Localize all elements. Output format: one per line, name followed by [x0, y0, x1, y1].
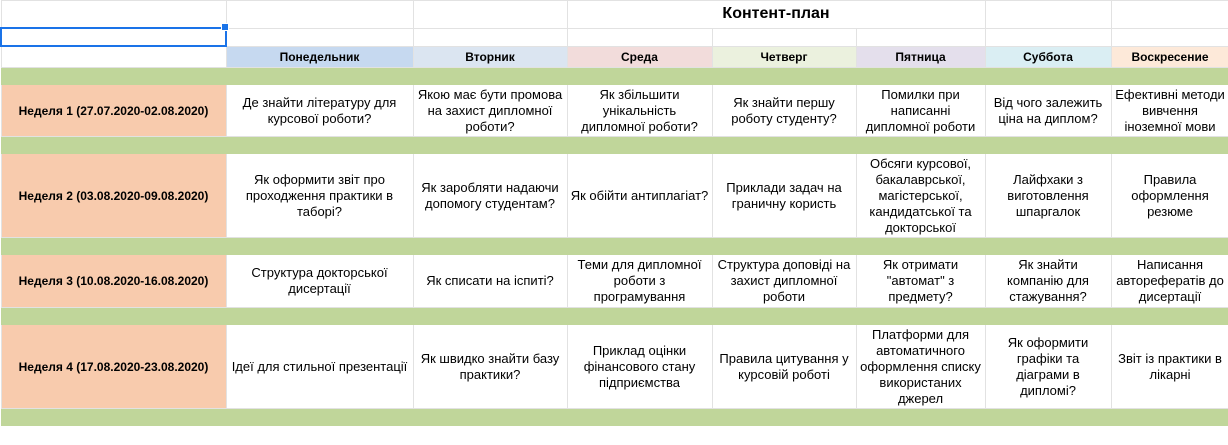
separator-cell[interactable] — [1, 238, 1228, 255]
cell[interactable] — [413, 28, 567, 46]
separator-row — [1, 68, 1228, 85]
cell[interactable] — [226, 1, 413, 29]
day-header[interactable]: Среда — [567, 46, 712, 68]
topic-cell[interactable]: Структура доповіді на захист дипломної роботи — [712, 255, 856, 308]
cell[interactable] — [856, 28, 985, 46]
week-row — [1, 85, 1228, 137]
separator-cell[interactable] — [1, 137, 1228, 154]
topic-cell[interactable]: Приклад оцінки фінансового стану підприємства — [567, 325, 712, 409]
topic-cell[interactable]: Як оформити графіки та діаграми в дипломі? — [985, 325, 1111, 409]
days-header-row — [1, 46, 1228, 68]
topic-cell[interactable]: Помилки при написанні дипломної роботи — [856, 85, 985, 137]
topic-cell[interactable]: Як обійти антиплагіат? — [567, 154, 712, 238]
topic-cell[interactable]: Обсяги курсової, бакалаврської, магістерської, кандидатської та докторської — [856, 154, 985, 238]
cell[interactable] — [712, 28, 856, 46]
topic-cell[interactable]: Від чого залежить ціна на диплом? — [985, 85, 1111, 137]
cell[interactable] — [1111, 1, 1228, 29]
cell[interactable] — [985, 1, 1111, 29]
topic-cell[interactable]: Як списати на іспиті? — [413, 255, 567, 308]
topic-cell[interactable]: Якою має бути промова на захист дипломної роботи? — [413, 85, 567, 137]
topic-cell[interactable]: Ідеї для стильної презентації — [226, 325, 413, 409]
week-label[interactable]: Неделя 4 (17.08.2020-23.08.2020) — [1, 325, 226, 409]
week-row — [1, 325, 1228, 409]
topic-cell[interactable]: Де знайти літературу для курсової роботи? — [226, 85, 413, 137]
topic-cell[interactable]: Структура докторської дисертації — [226, 255, 413, 308]
separator-cell[interactable] — [1, 68, 1228, 85]
topic-cell[interactable]: Ефективні методи вивчення іноземної мови — [1111, 85, 1228, 137]
cell[interactable] — [413, 1, 567, 29]
topic-cell[interactable]: Лайфхаки з виготовлення шпаргалок — [985, 154, 1111, 238]
separator-row — [1, 409, 1228, 426]
separator-row — [1, 238, 1228, 255]
separator-cell[interactable] — [1, 308, 1228, 325]
week-row — [1, 154, 1228, 238]
day-header[interactable]: Суббота — [985, 46, 1111, 68]
week-label[interactable]: Неделя 1 (27.07.2020-02.08.2020) — [1, 85, 226, 137]
sheet-title[interactable]: Контент-план — [567, 1, 985, 29]
topic-cell[interactable]: Як швидко знайти базу практики? — [413, 325, 567, 409]
topic-cell[interactable]: Як знайти компанію для стажування? — [985, 255, 1111, 308]
topic-cell[interactable]: Приклади задач на граничну користь — [712, 154, 856, 238]
topic-cell[interactable]: Написання авторефератів до дисертації — [1111, 255, 1228, 308]
cell[interactable] — [1111, 28, 1228, 46]
topic-cell[interactable]: Як оформити звіт про проходження практики в таборі? — [226, 154, 413, 238]
cell[interactable] — [985, 28, 1111, 46]
blank-row — [1, 28, 1228, 46]
cell[interactable] — [1, 426, 1228, 445]
day-header[interactable]: Понедельник — [226, 46, 413, 68]
cell[interactable] — [226, 28, 413, 46]
topic-cell[interactable]: Правила цитування у курсовій роботі — [712, 325, 856, 409]
topic-cell[interactable]: Правила оформлення резюме — [1111, 154, 1228, 238]
topic-cell[interactable]: Платформи для автоматичного оформлення списку використаних джерел — [856, 325, 985, 409]
separator-cell[interactable] — [1, 409, 1228, 426]
day-header[interactable]: Вторник — [413, 46, 567, 68]
topic-cell[interactable]: Як знайти першу роботу студенту? — [712, 85, 856, 137]
week-label[interactable]: Неделя 2 (03.08.2020-09.08.2020) — [1, 154, 226, 238]
topic-cell[interactable]: Як збільшити унікальність дипломної роботи? — [567, 85, 712, 137]
day-header[interactable]: Пятница — [856, 46, 985, 68]
selection-fill-handle[interactable] — [221, 23, 229, 31]
day-header[interactable]: Четверг — [712, 46, 856, 68]
cell[interactable] — [1, 1, 226, 29]
cell[interactable] — [1, 46, 226, 68]
week-label[interactable]: Неделя 3 (10.08.2020-16.08.2020) — [1, 255, 226, 308]
week-row — [1, 255, 1228, 308]
topic-cell[interactable]: Як отримати "автомат" з предмету? — [856, 255, 985, 308]
separator-row — [1, 137, 1228, 154]
topic-cell[interactable]: Як заробляти надаючи допомогу студентам? — [413, 154, 567, 238]
separator-row — [1, 308, 1228, 325]
tail-row — [1, 426, 1228, 445]
selected-cell[interactable] — [1, 28, 226, 46]
topic-cell[interactable]: Звіт із практики в лікарні — [1111, 325, 1228, 409]
topic-cell[interactable]: Теми для дипломної роботи з програмування — [567, 255, 712, 308]
cell[interactable] — [567, 28, 712, 46]
title-row — [1, 1, 1228, 29]
day-header[interactable]: Воскресение — [1111, 46, 1228, 68]
